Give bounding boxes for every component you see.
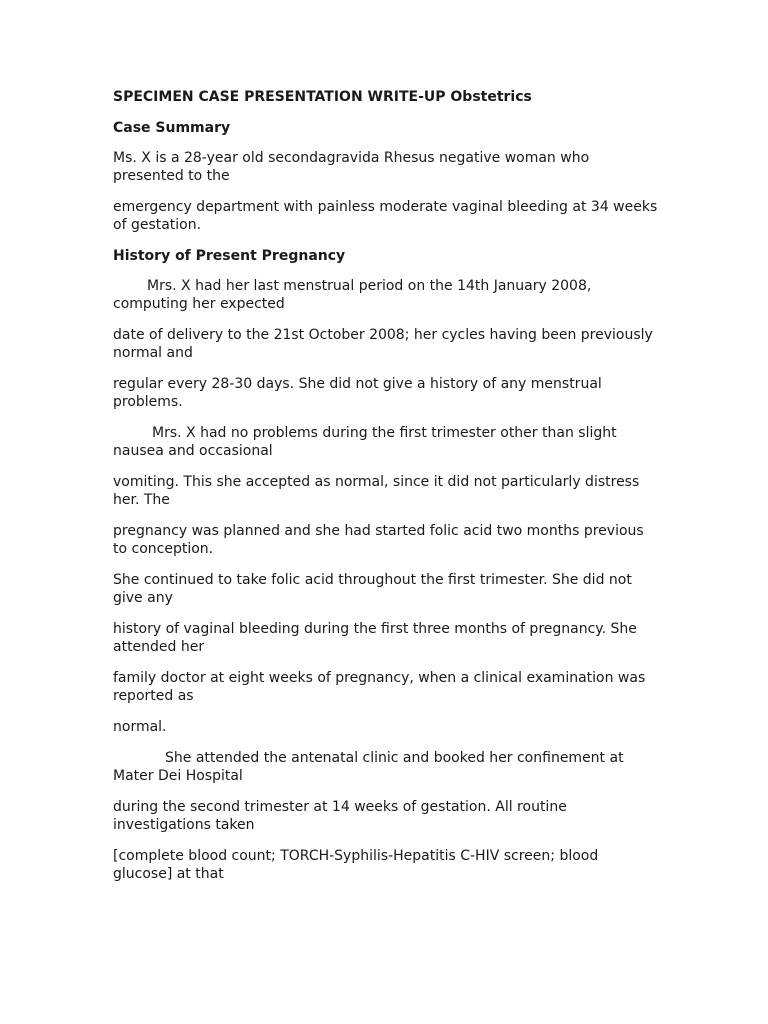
case-summary-paragraph: emergency department with painless moderate vaginal bleeding at 34 weeks of gestation.: [113, 199, 658, 233]
history-paragraph: history of vaginal bleeding during the first three months of pregnancy. She attended her: [113, 621, 637, 655]
history-paragraph: pregnancy was planned and she had started folic acid two months previous to conception.: [113, 523, 644, 557]
history-paragraph: Mrs. X had her last menstrual period on the 14th January 2008, computing her expected: [113, 278, 592, 312]
history-paragraph: normal.: [113, 719, 167, 735]
case-summary-paragraph: Ms. X is a 28-year old secondagravida Rhesus negative woman who presented to the: [113, 150, 590, 184]
history-paragraph: regular every 28-30 days. She did not give a history of any menstrual problems.: [113, 376, 602, 410]
history-paragraph: during the second trimester at 14 weeks of gestation. All routine investigations taken: [113, 799, 567, 833]
history-paragraph: date of delivery to the 21st October 2008; her cycles having been previously normal and: [113, 327, 653, 361]
document-page: [113, 88, 658, 896]
history-paragraph: She attended the antenatal clinic and booked her confinement at Mater Dei Hospital: [113, 750, 624, 784]
document-title: SPECIMEN CASE PRESENTATION WRITE-UP Obstetrics: [113, 89, 532, 105]
history-paragraph: Mrs. X had no problems during the first trimester other than slight nausea and occasional: [113, 425, 617, 459]
history-heading: History of Present Pregnancy: [113, 248, 346, 264]
history-paragraph: family doctor at eight weeks of pregnancy, when a clinical examination was reported as: [113, 670, 646, 704]
history-paragraph: [complete blood count; TORCH-Syphilis-Hepatitis C-HIV screen; blood glucose] at that: [113, 848, 599, 882]
case-summary-heading: Case Summary: [113, 120, 231, 136]
history-paragraph: She continued to take folic acid throughout the first trimester. She did not give any: [113, 572, 632, 606]
history-paragraph: vomiting. This she accepted as normal, since it did not particularly distress her. The: [113, 474, 640, 508]
